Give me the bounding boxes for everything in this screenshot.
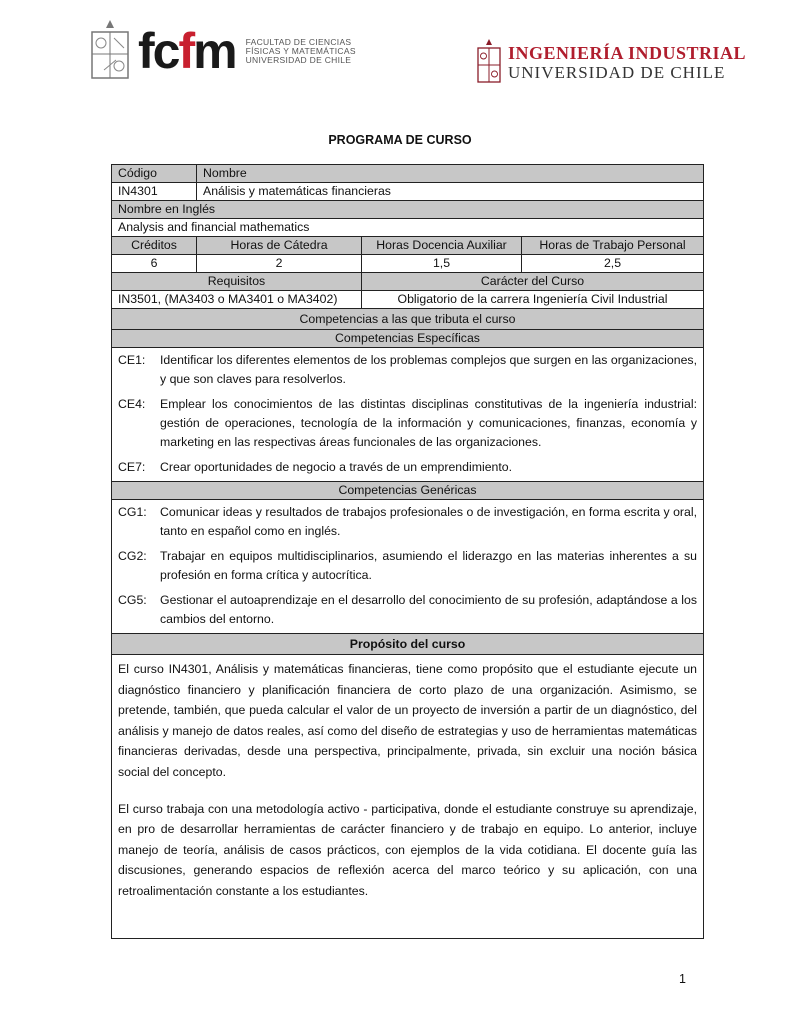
proposito-heading: Propósito del curso: [349, 637, 466, 651]
table-row: [112, 255, 703, 273]
competency-text: Emplear los conocimientos de las distintas disciplinas constitutivas de la ingeniería industrial: gestión de operaciones, tecnología de la información y comunicaciones, finanzas, economía y marketing en las respectivas áreas funcionales de las organizaciones.: [160, 397, 697, 449]
course-name: Análisis y matemáticas financieras: [196, 183, 703, 200]
horas-catedra-value: 2: [196, 255, 361, 272]
competencias-especificas-heading: Competencias Específicas: [335, 331, 480, 345]
hours-header: Créditos: [131, 238, 177, 252]
hours-header: Horas de Trabajo Personal: [521, 237, 703, 254]
competency-code: CG1:: [118, 505, 147, 519]
competency-code: CE7:: [118, 460, 146, 474]
competency-text: Crear oportunidades de negocio a través de un emprendimiento.: [160, 460, 513, 474]
english-name: Analysis and financial mathematics: [118, 220, 310, 234]
nombre-label: Nombre: [196, 165, 703, 182]
table-row: [112, 348, 703, 482]
page-number: 1: [679, 972, 686, 986]
competency-text: Gestionar el autoaprendizaje en el desarrollo del conocimiento de su profesión, adaptándose a los cambios del entorno.: [160, 593, 697, 626]
competency-code: CE1:: [118, 353, 146, 367]
list-item: [118, 591, 697, 629]
competencias-genericas-heading: Competencias Genéricas: [338, 483, 477, 497]
table-row: [112, 165, 703, 183]
logo-line-1: INGENIERÍA INDUSTRIAL: [508, 43, 747, 63]
horas-auxiliar-value: 1,5: [361, 255, 521, 272]
competency-code: CG5:: [118, 593, 147, 607]
fcfm-subtitle-line: FÍSICAS Y MATEMÁTICAS: [245, 45, 356, 56]
list-item: [118, 547, 697, 585]
creditos-value: 6: [150, 256, 158, 270]
caracter-value: Obligatorio de la carrera Ingeniería Civil Industrial: [361, 291, 703, 308]
list-item: [118, 503, 697, 541]
table-row: [112, 201, 703, 219]
course-code: IN4301: [118, 184, 158, 198]
competency-text: Comunicar ideas y resultados de trabajos profesionales o de investigación, en forma escrita y oral, tanto en español como en inglés.: [160, 505, 697, 538]
university-crest-icon: [90, 18, 130, 84]
proposito-paragraph: El curso trabaja con una metodología activo - participativa, donde el estudiante construye su aprendizaje, en pro de desarrollar herramientas de carácter financiero y de trabajo en equipo. Lo anterior, incluye manejo de teoría, análisis de casos prácticos, con ejemplos de la vida cotidiana. El docente guía las discusiones, generando espacios de reflexión acerca del marco teórico y su aplicación, con una retroalimentación constante a los estudiantes.: [118, 801, 697, 898]
especificas-list: [112, 348, 703, 481]
requisitos-value: IN3501, (MA3403 o MA3401 o MA3402): [118, 292, 338, 306]
course-table: [111, 164, 704, 939]
university-crest-icon: [476, 38, 502, 88]
competency-code: CE4:: [118, 397, 146, 411]
table-row: [112, 634, 703, 655]
table-row: [112, 309, 703, 330]
page-header: [0, 14, 800, 104]
list-item: [118, 395, 697, 452]
requisitos-label: Requisitos: [207, 274, 266, 288]
competency-code: CG2:: [118, 549, 147, 563]
hours-header: Horas Docencia Auxiliar: [361, 237, 521, 254]
horas-personal-value: 2,5: [521, 255, 703, 272]
fcfm-subtitle: [246, 38, 356, 65]
table-row: [112, 183, 703, 201]
table-row: [112, 219, 703, 237]
caracter-label: Carácter del Curso: [361, 273, 703, 290]
competency-text: Trabajar en equipos multidisciplinarios, asumiendo el liderazgo en las materias inherentes a su profesión en forma crítica y autocrítica.: [160, 549, 697, 582]
genericas-list: [112, 500, 703, 633]
list-item: [118, 458, 697, 477]
table-row: [112, 330, 703, 348]
competency-text: Identificar los diferentes elementos de los problemas complejos que surgen en las organizaciones, y que son claves para resolverlos.: [160, 353, 697, 386]
table-row: [112, 291, 703, 309]
proposito-paragraph: El curso IN4301, Análisis y matemáticas financieras, tiene como propósito que el estudiante ejecute un diagnóstico financiero y planificación financiera de corto plazo de una organización. Asimismo, se pretende, también, que pueda calcular el valor de un proyecto de inversión a partir de un diagnóstico, del análisis y manejo de datos reales, así como del diseño de estrategias y uso de herramientas matemáticas financieras derivadas, desde una perspectiva, principalmente, privada, sin excluir una noción básica social del concepto.: [118, 662, 697, 779]
proposito-body: [112, 655, 703, 938]
hours-header: Horas de Cátedra: [196, 237, 361, 254]
logo-line-2: UNIVERSIDAD DE CHILE: [508, 63, 726, 82]
english-name-label: Nombre en Inglés: [118, 202, 216, 216]
table-row: [112, 237, 703, 255]
competencias-heading: Competencias a las que tributa el curso: [299, 312, 516, 326]
fcfm-wordmark: fcfm: [138, 23, 236, 79]
fcfm-subtitle-line: FACULTAD DE CIENCIAS: [245, 36, 352, 47]
codigo-label: Código: [118, 166, 157, 180]
table-row: [112, 655, 703, 938]
table-row: [112, 482, 703, 500]
document-title: PROGRAMA DE CURSO: [328, 133, 472, 147]
table-row: [112, 273, 703, 291]
ingenieria-industrial-logo: [476, 38, 746, 88]
table-row: [112, 500, 703, 634]
list-item: [118, 351, 697, 389]
fcfm-subtitle-line: UNIVERSIDAD DE CHILE: [245, 54, 352, 65]
fcfm-logo: [90, 18, 356, 84]
